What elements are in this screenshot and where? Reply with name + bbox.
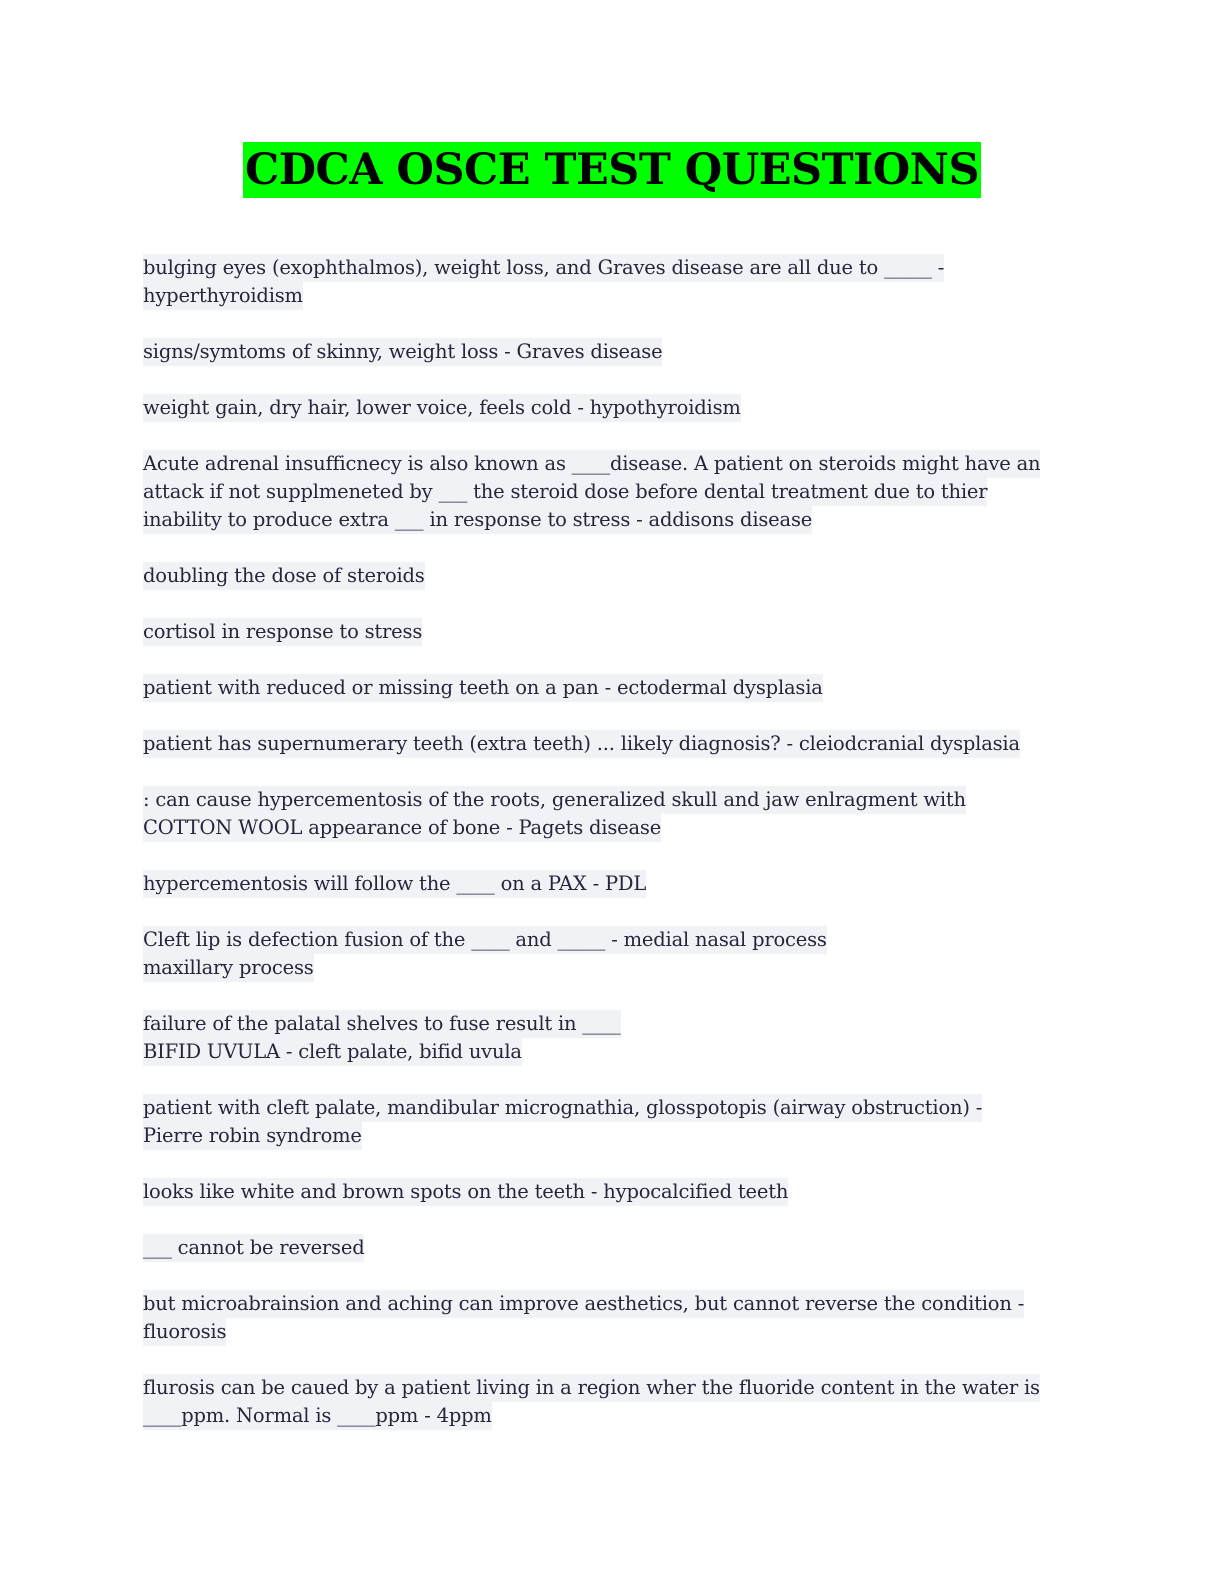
qa-item (143, 926, 1083, 982)
qa-item (143, 870, 1083, 898)
qa-item (143, 1374, 1083, 1430)
qa-line: bulging eyes (exophthalmos), weight loss, and Graves disease are all due to _____ - (143, 254, 944, 282)
qa-line: : can cause hypercementosis of the roots, generalized skull and jaw enlragment with (143, 786, 966, 814)
qa-line: fluorosis (143, 1318, 226, 1346)
qa-line: ___ cannot be reversed (143, 1234, 364, 1262)
qa-line: patient with cleft palate, mandibular micrognathia, glosspotopis (airway obstruction) - (143, 1094, 982, 1122)
qa-line: Pierre robin syndrome (143, 1122, 362, 1150)
qa-line: hypercementosis will follow the ____ on a PAX - PDL (143, 870, 646, 898)
qa-line: Acute adrenal insufficnecy is also known as ____disease. A patient on steroids might have an (143, 450, 1040, 478)
qa-line: BIFID UVULA - cleft palate, bifid uvula (143, 1038, 522, 1066)
qa-item (143, 1010, 1083, 1066)
qa-list (143, 254, 1083, 1458)
qa-line: looks like white and brown spots on the teeth - hypocalcified teeth (143, 1178, 788, 1206)
document-title: CDCA OSCE TEST QUESTIONS (243, 142, 981, 198)
qa-item (143, 1178, 1083, 1206)
qa-item (143, 730, 1083, 758)
qa-item (143, 562, 1083, 590)
qa-item (143, 1234, 1083, 1262)
qa-line: patient has supernumerary teeth (extra teeth) ... likely diagnosis? - cleiodcranial dysplasia (143, 730, 1020, 758)
qa-line: but microabrainsion and aching can improve aesthetics, but cannot reverse the condition - (143, 1290, 1024, 1318)
qa-line: failure of the palatal shelves to fuse result in ____ (143, 1010, 621, 1038)
qa-item (143, 254, 1083, 310)
qa-item (143, 1290, 1083, 1346)
qa-item (143, 394, 1083, 422)
qa-line: inability to produce extra ___ in response to stress - addisons disease (143, 506, 812, 534)
qa-item (143, 450, 1083, 534)
qa-line: flurosis can be caued by a patient living in a region wher the fluoride content in the water is (143, 1374, 1040, 1402)
qa-line: cortisol in response to stress (143, 618, 422, 646)
qa-line: hyperthyroidism (143, 282, 303, 310)
qa-line: patient with reduced or missing teeth on a pan - ectodermal dysplasia (143, 674, 823, 702)
qa-line: attack if not supplmeneted by ___ the steroid dose before dental treatment due to thier (143, 478, 987, 506)
title-container (0, 142, 1224, 198)
qa-line: signs/symtoms of skinny, weight loss - Graves disease (143, 338, 662, 366)
qa-line: ____ppm. Normal is ____ppm - 4ppm (143, 1402, 492, 1430)
qa-item (143, 618, 1083, 646)
qa-item (143, 1094, 1083, 1150)
qa-item (143, 786, 1083, 842)
qa-line: COTTON WOOL appearance of bone - Pagets disease (143, 814, 661, 842)
qa-line: weight gain, dry hair, lower voice, feels cold - hypothyroidism (143, 394, 741, 422)
qa-line: Cleft lip is defection fusion of the ____ and _____ - medial nasal process (143, 926, 827, 954)
qa-line: maxillary process (143, 954, 314, 982)
qa-line: doubling the dose of steroids (143, 562, 425, 590)
qa-item (143, 674, 1083, 702)
qa-item (143, 338, 1083, 366)
